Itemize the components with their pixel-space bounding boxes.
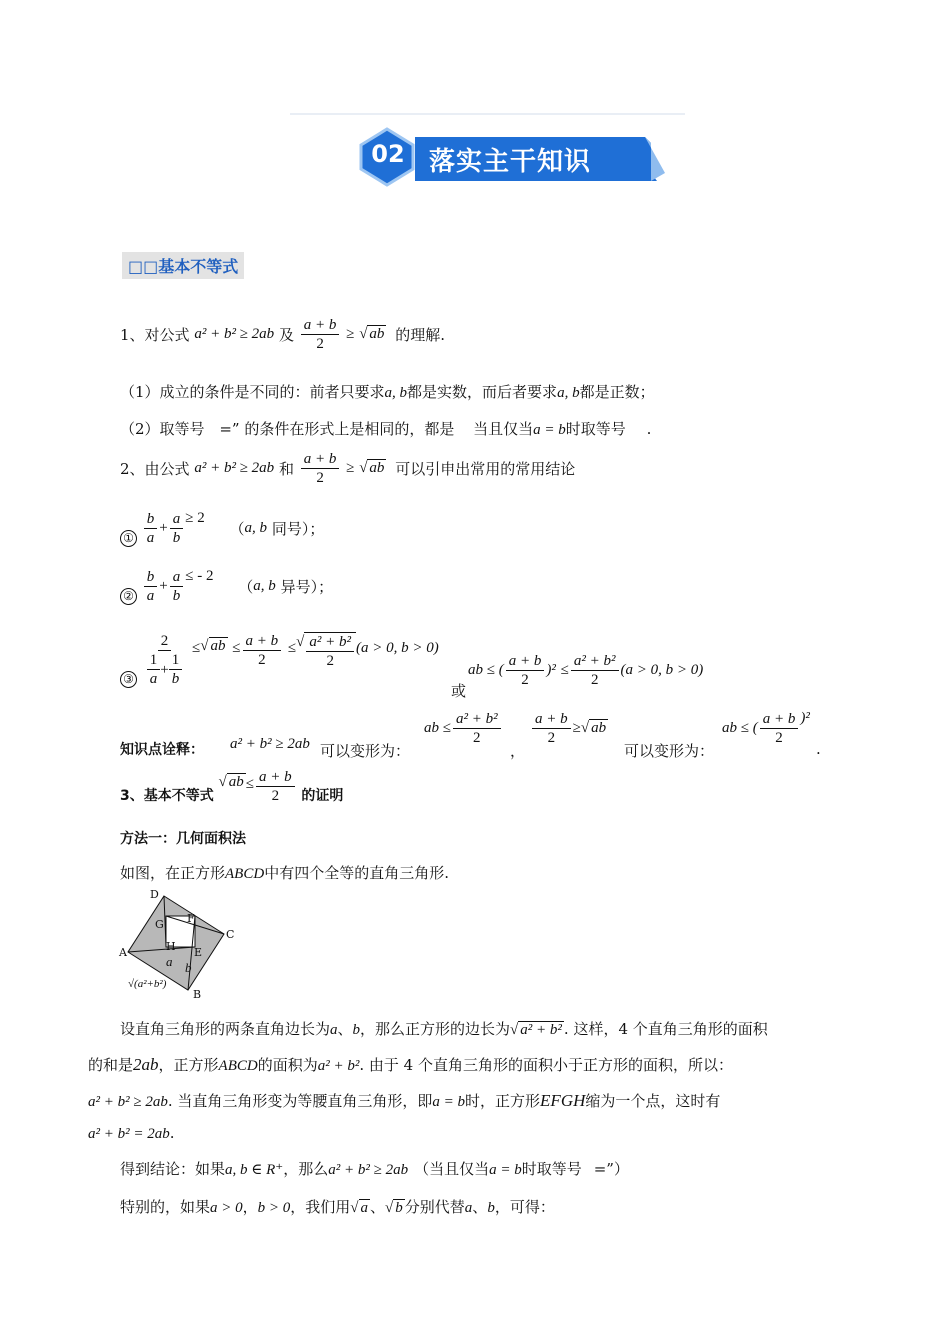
item1-1-end: 都是正数；: [579, 383, 655, 401]
para1-line4: a² + b² = 2ab.: [88, 1124, 175, 1142]
c3-hm: 2 $\frac{1}{a}$ + $\frac{1}{b}$: [144, 632, 185, 688]
tag-icon: □□: [128, 257, 159, 276]
item2-prefix: 2、由公式: [120, 460, 190, 478]
c1-frac2: $\frac{a}{b}$: [170, 510, 184, 547]
c2-frac2: $\frac{a}{b}$: [170, 568, 184, 605]
item3-rel: ≤: [245, 776, 254, 792]
item1-1-vars: a, b: [384, 385, 408, 401]
knowledge-label: 知识点诠释：: [120, 742, 204, 758]
fig-label-D: D: [150, 888, 159, 901]
item3-line: [120, 768, 343, 805]
fig-label-a: a: [166, 954, 173, 969]
item1-line: [120, 316, 445, 353]
item1-2-eq: a = b: [533, 422, 566, 438]
fig-label-A: A: [119, 946, 127, 959]
knowledge-formula: a² + b² ≥ 2ab: [230, 736, 310, 752]
banner-title: 落实主干知识: [429, 147, 592, 177]
c2-frac1: $\frac{b}{a}$: [144, 568, 158, 605]
conclusion-3-alt: [468, 652, 703, 689]
c2-plus: +: [159, 578, 168, 594]
item2-rad: √ ab: [359, 460, 385, 476]
item3-frac: $\frac{a + b}{2}$: [256, 768, 295, 805]
c3-alt-exp: )²: [546, 662, 556, 678]
item1-2-lead: （2）取等号: [120, 420, 205, 438]
item1-frac: $\frac{a + b}{2}$: [301, 316, 340, 353]
para1-line3: a² + b² ≥ 2ab. 当直角三角形变为等腰直角三角形，即a = b时，正方形EFGH缩为一个点，这时有: [88, 1091, 721, 1110]
para2: 得到结论：如果a, b ∈ R⁺，那么a² + b² ≥ 2ab （当且仅当a = b时取等号 =”）: [120, 1160, 629, 1178]
c1-rel: ≥ 2: [185, 510, 205, 526]
c3-alt-cond: (a > 0, b > 0): [620, 662, 704, 678]
c3-le2: ≤: [232, 640, 241, 656]
item1-prefix: 1、对公式: [120, 326, 190, 344]
c1-cond-text: 同号）；: [271, 520, 325, 538]
item1-1: [120, 381, 655, 402]
para3: 特别的，如果a > 0，b > 0，我们用√ a 、√ b 分别代替a、b，可得：: [120, 1198, 555, 1216]
item2-rel: ≥: [346, 460, 355, 476]
tag-label: 基本不等式: [158, 257, 239, 276]
conclusion-2: [120, 568, 333, 605]
item1-1-vars2: a, b: [557, 385, 580, 401]
c3-alt-lhs: ab ≤ (: [468, 662, 504, 678]
c2-cond-text: 异号）；: [280, 578, 334, 596]
c1-frac1: $\frac{b}{a}$: [144, 510, 158, 547]
knowledge-comma: ，: [510, 742, 526, 760]
fig-caption: √(a²+b²): [128, 978, 167, 990]
item1-2-quote: =” 的条件在形式上是相同的，都是: [219, 420, 455, 438]
section-banner: [355, 123, 667, 189]
conclusion-2-marker: ②: [120, 588, 137, 605]
knowledge-f2: $\frac{a + b}{2}$ ≥√ ab: [530, 710, 608, 747]
item2-frac: $\frac{a + b}{2}$: [301, 450, 340, 487]
fig-label-E: E: [194, 946, 203, 959]
fig-label-G: G: [155, 918, 164, 931]
c3-le1: ≤: [192, 640, 201, 656]
item2-formula1: a² + b² ≥ 2ab: [194, 460, 275, 476]
c2-vars: a, b: [253, 578, 276, 594]
fig-label-F: F: [187, 912, 195, 925]
c3-alt-frac: $\frac{a + b}{2}$: [506, 652, 545, 689]
c1-open: （: [229, 520, 245, 538]
c3-cond: (a > 0, b > 0): [356, 640, 439, 656]
item2-and: 和: [278, 460, 294, 478]
item3-prefix: 3、基本不等式: [120, 788, 214, 804]
c1-vars: a, b: [244, 520, 268, 536]
fig-label-B: B: [193, 988, 202, 1001]
banner-underline: [290, 113, 685, 115]
c3-qm: √ $\frac{\text{a² + b²}}{2}$: [296, 632, 356, 670]
item1-rel: ≥: [346, 326, 355, 342]
conclusion-1: [120, 510, 324, 547]
item3-rad: √ ab: [218, 774, 244, 790]
fig-label-C: C: [226, 928, 235, 941]
para1-line1: 设直角三角形的两条直角边长为a、b，那么正方形的边长为√ a² + b² . 这样，4 个直角三角形的面积: [120, 1020, 768, 1038]
knowledge-text1: 可以变形为：: [320, 742, 411, 760]
item1-formula1: a² + b² ≥ 2ab: [194, 326, 275, 342]
c3-le3: ≤: [287, 640, 297, 656]
item1-2-dot: .: [646, 420, 652, 438]
fig-label-H: H: [166, 940, 176, 953]
figure-intro: 如图，在正方形ABCD中有四个全等的直角三角形.: [120, 864, 449, 882]
item1-2-when: 当且仅当: [473, 420, 534, 438]
c1-plus: +: [159, 520, 168, 536]
item2-suffix: 可以引申出常用的常用结论: [395, 460, 576, 478]
c3-am: $\frac{a + b}{2}$: [243, 632, 282, 669]
knowledge-f1: ab ≤ $\frac{\text{a² + b²}}{2}$: [424, 710, 503, 747]
conclusion-3-marker: ③: [120, 671, 137, 688]
c2-open: （: [238, 578, 254, 596]
knowledge-text2: 可以变形为：: [624, 742, 715, 760]
conclusion-3: [120, 632, 439, 688]
item1-and: 及: [278, 326, 294, 344]
para1-line2: 的和是2ab，正方形ABCD的面积为a² + b². 由于 4 个直角三角形的面积小于正方形的面积，所以：: [88, 1055, 733, 1074]
conclusion-1-marker: ①: [120, 530, 137, 547]
section-tag: [122, 252, 244, 279]
item1-1-lead: （1）成立的条件是不同的：前者只要求: [120, 383, 385, 401]
item2-line: [120, 450, 575, 487]
item1-2: [120, 418, 651, 439]
knowledge-dot: .: [816, 740, 821, 758]
item1-suffix: 的理解.: [395, 326, 445, 344]
conclusion-3-or: 或: [451, 682, 467, 700]
banner-number: 02: [371, 140, 405, 168]
item3-suffix: 的证明: [301, 788, 344, 804]
c2-rel: ≤ - 2: [185, 568, 214, 584]
c3-gm: √ ab: [200, 638, 226, 654]
item1-1-mid: 都是实数，而后者要求: [407, 383, 558, 401]
knowledge-f3: ab ≤ ( $\frac{a + b}{2}$ )²: [722, 710, 810, 746]
c3-alt-le: ≤: [560, 662, 569, 678]
c3-alt-q: $\frac{\text{a² + b²}}{2}$: [571, 652, 619, 689]
fig-label-b: b: [185, 960, 192, 975]
item1-rad: √ ab: [359, 326, 385, 342]
method1-title: 方法一：几何面积法: [120, 831, 246, 847]
item1-2-end: 时取等号: [565, 420, 626, 438]
